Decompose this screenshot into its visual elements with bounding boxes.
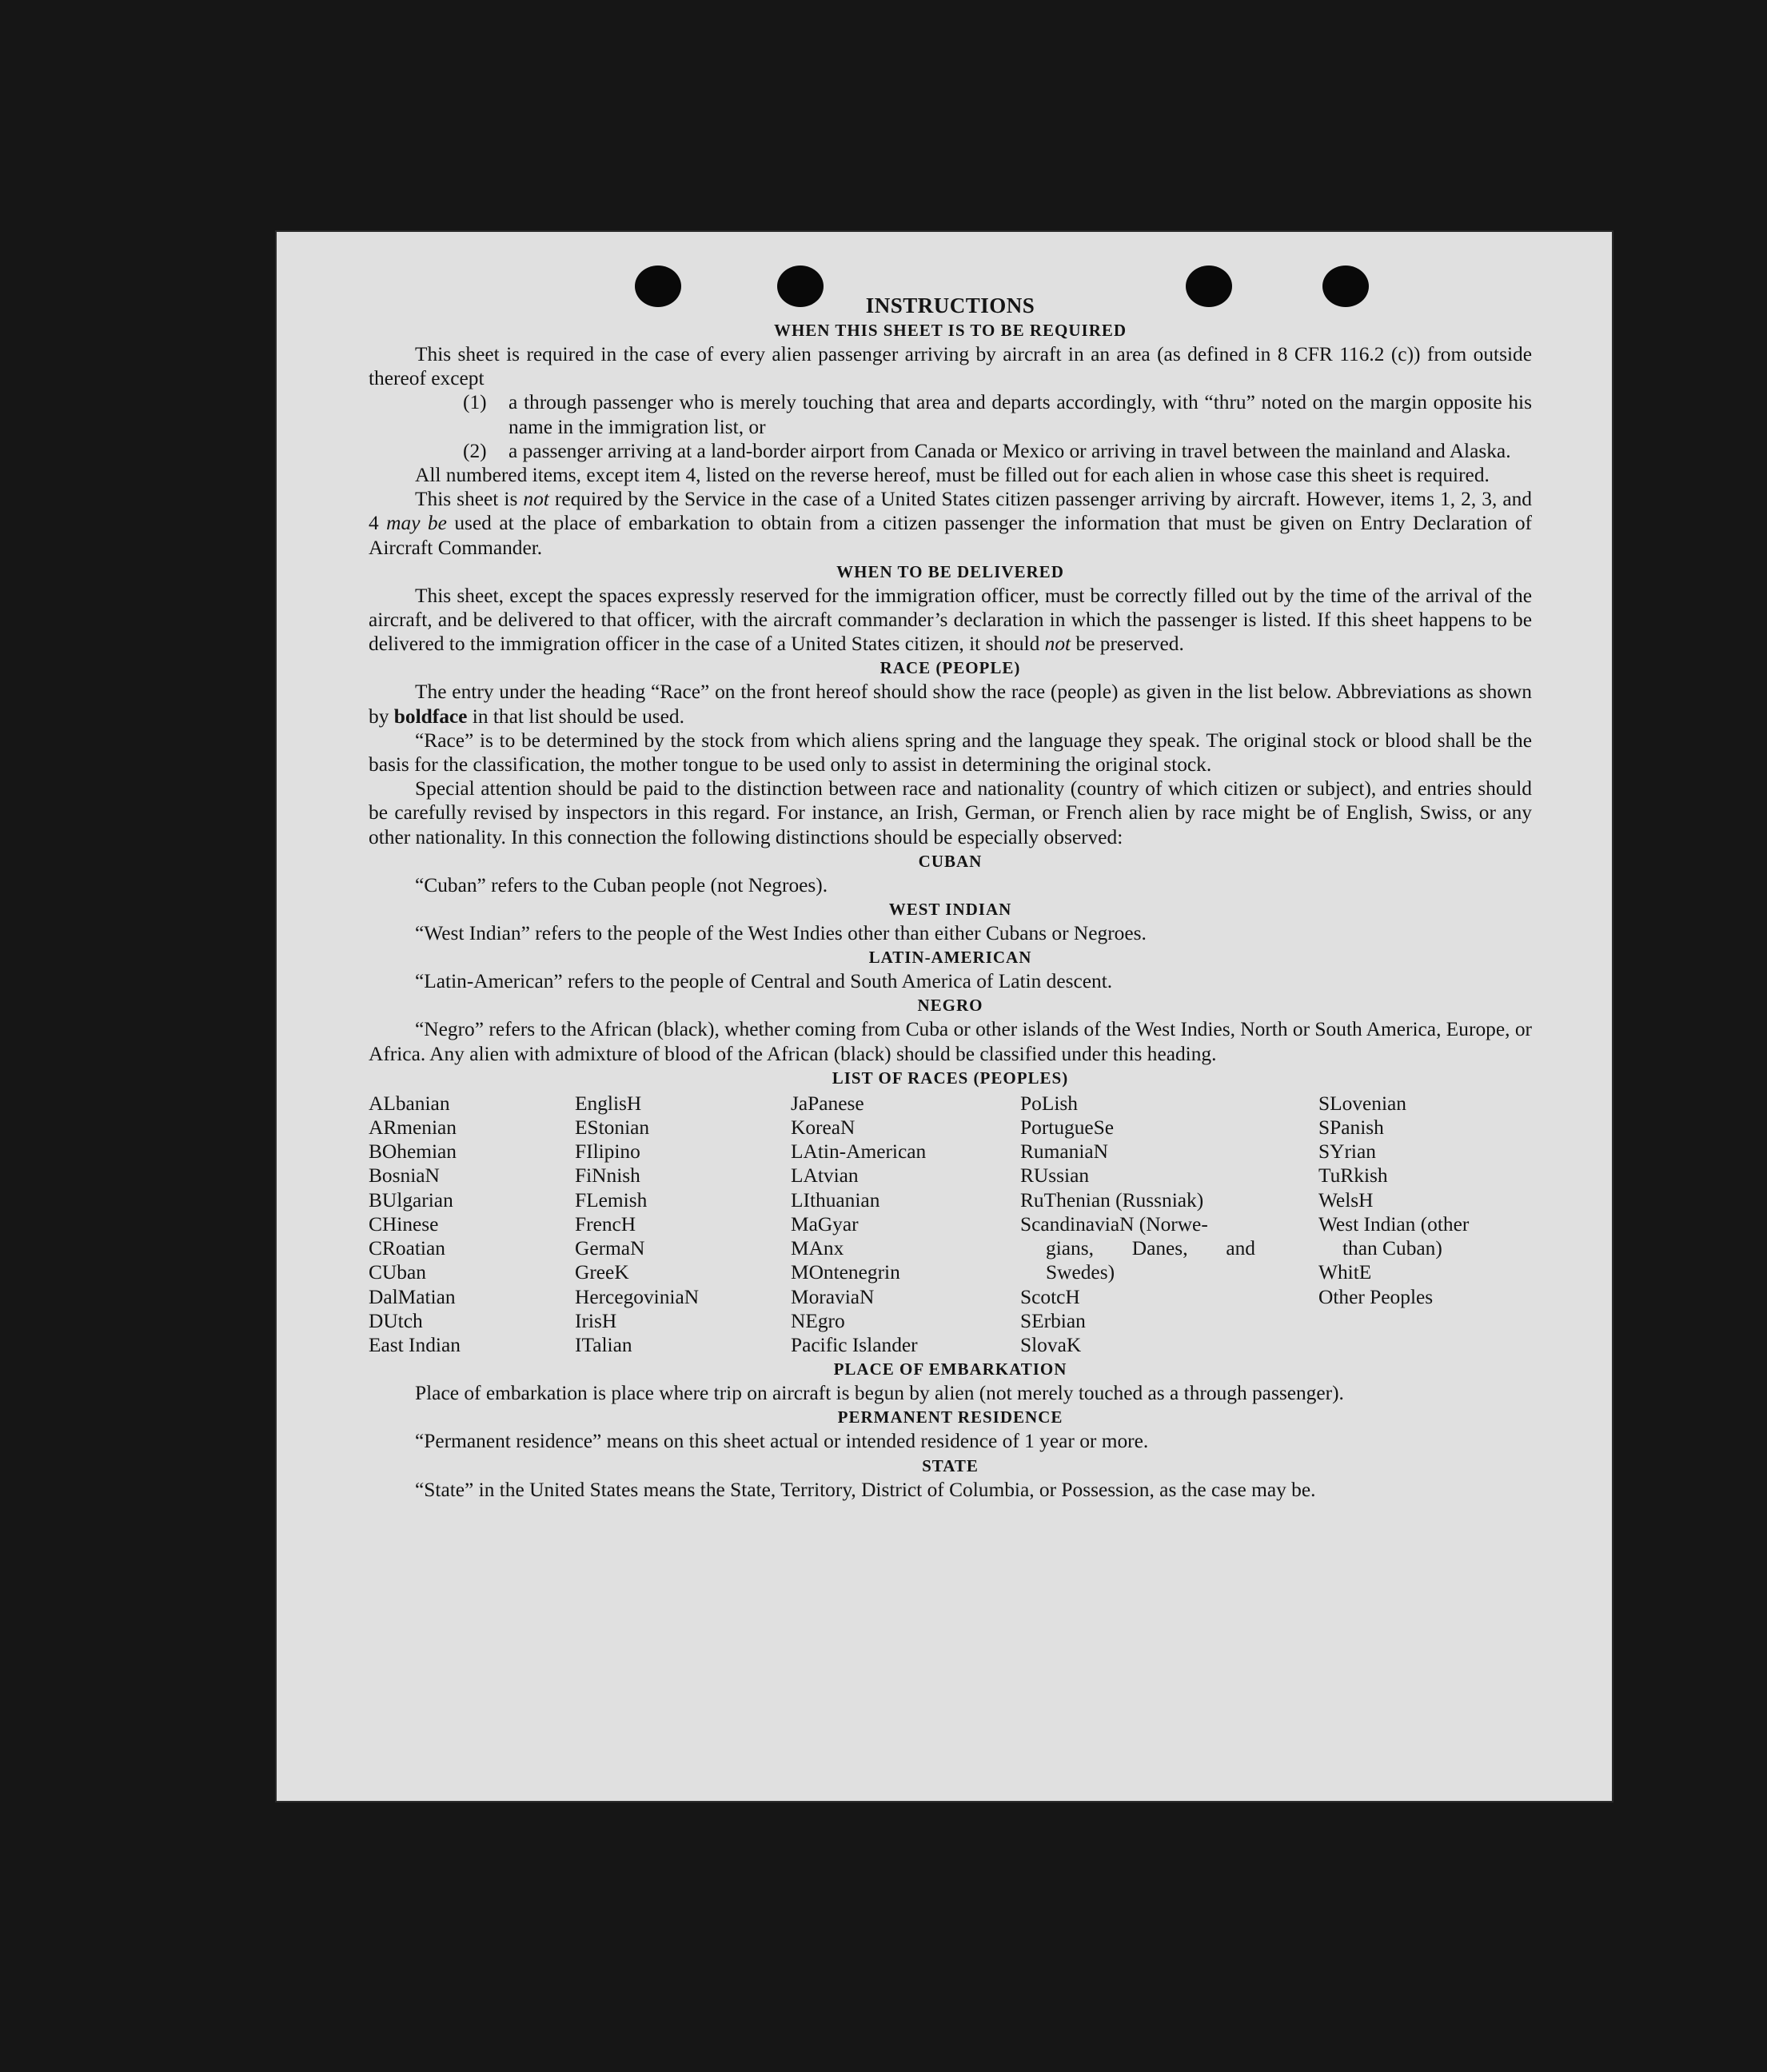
heading-permanent-residence: PERMANENT RESIDENCE — [837, 1407, 1063, 1427]
race-item: ALbanian — [369, 1092, 450, 1115]
race-item: EStonian — [575, 1116, 650, 1140]
item-text: a through passenger who is merely touching that area and departs accordingly, with “thru” noted on the margin opposite his name in the immigration list, or — [509, 391, 1532, 438]
race-item: West Indian (other — [1318, 1212, 1470, 1236]
race-item: FrencH — [575, 1212, 636, 1236]
race-item: WhitE — [1318, 1261, 1372, 1284]
race-item: IrisH — [575, 1309, 617, 1332]
race-item: HercegoviniaN — [575, 1285, 700, 1308]
item-text: a passenger arriving at a land-border airport from Canada or Mexico or arriving in travel between the mainland and Alaska. — [509, 439, 1511, 462]
race-item: TuRkish — [1318, 1164, 1388, 1188]
item-number: (1) — [463, 391, 487, 414]
paragraph-embarkation: Place of embarkation is place where trip on aircraft is begun by alien (not merely touched as a through passenger). — [415, 1382, 1344, 1405]
race-item: PortugueSe — [1020, 1116, 1115, 1140]
race-item: BOhemian — [369, 1140, 457, 1164]
exception-item-2 — [369, 439, 1532, 463]
heading-west-indian: WEST INDIAN — [888, 900, 1012, 920]
text-run: used at the place of embarkation to obtain from a citizen passenger the information that must be given on Entry Declaration of Aircraft Commander. — [369, 512, 1532, 559]
paragraph-citizen — [369, 487, 1532, 560]
bold-text: boldface — [393, 705, 468, 728]
race-column-3 — [791, 1092, 1020, 1357]
race-column-1 — [369, 1092, 575, 1357]
race-item: CHinese — [369, 1212, 439, 1236]
paragraph-race-entry — [369, 680, 1532, 728]
paragraph-numbered-items: All numbered items, except item 4, listed on the reverse hereof, must be filled out for each alien in whose case this sheet is required. — [415, 464, 1490, 487]
race-item: SlovaK — [1020, 1333, 1082, 1356]
paragraph-cuban: “Cuban” refers to the Cuban people (not Negroes). — [415, 873, 828, 896]
race-item: CRoatian — [369, 1237, 445, 1260]
race-item: MOntenegrin — [791, 1261, 900, 1284]
italic-text: may be — [386, 512, 447, 535]
race-item: MaGyar — [791, 1212, 859, 1236]
item-number: (2) — [463, 439, 487, 462]
race-item: MAnx — [791, 1237, 844, 1260]
race-item: SYrian — [1318, 1140, 1376, 1164]
paragraph-delivery — [369, 584, 1532, 657]
race-item: ScotcH — [1020, 1285, 1080, 1308]
heading-when-delivered: WHEN TO BE DELIVERED — [836, 561, 1064, 581]
race-column-5 — [1318, 1092, 1532, 1357]
heading-state: STATE — [922, 1455, 979, 1475]
heading-cuban: CUBAN — [918, 851, 983, 871]
race-item: FLemish — [575, 1188, 648, 1212]
instructions-content — [369, 293, 1532, 1502]
race-item: ARmenian — [369, 1116, 457, 1140]
race-item: DalMatian — [369, 1285, 456, 1308]
race-item: East Indian — [369, 1333, 461, 1356]
race-column-2 — [575, 1092, 791, 1357]
document-page — [277, 232, 1612, 1801]
race-item: ITalian — [575, 1333, 632, 1356]
race-item: RUssian — [1020, 1164, 1090, 1188]
race-item-continuation: gians, Danes, and — [1046, 1237, 1255, 1260]
race-item: SPanish — [1318, 1116, 1384, 1140]
paragraph-state: “State” in the United States means the State, Territory, District of Columbia, or Possession, as the case may be. — [415, 1478, 1316, 1501]
race-item: BUlgarian — [369, 1188, 453, 1212]
heading-latin-american: LATIN-AMERICAN — [868, 948, 1032, 968]
race-item: LIthuanian — [791, 1188, 880, 1212]
race-column-4 — [1020, 1092, 1318, 1357]
race-item: PoLish — [1020, 1092, 1078, 1115]
race-item: LAtvian — [791, 1164, 859, 1188]
heading-place-of-embarkation: PLACE OF EMBARKATION — [833, 1359, 1067, 1379]
page-title: INSTRUCTIONS — [865, 293, 1035, 317]
race-item: SErbian — [1020, 1309, 1086, 1332]
race-item-continuation: than Cuban) — [1342, 1237, 1442, 1260]
race-item: RumaniaN — [1020, 1140, 1109, 1164]
text-run: in that list should be used. — [467, 705, 684, 728]
exception-item-1 — [369, 390, 1532, 438]
race-item: RuThenian (Russniak) — [1020, 1188, 1204, 1212]
race-item: CUban — [369, 1261, 426, 1284]
paragraph-negro: “Negro” refers to the African (black), whether coming from Cuba or other islands of the West Indies, North or South America, Europe, or Africa. Any alien with admixture of blood of the African (black) should be classified under this heading. — [369, 1018, 1532, 1065]
paragraph-race-nationality: Special attention should be paid to the distinction between race and nationality (country of which citizen or subject), and entries should be carefully revised by inspectors in this regard. For instance, an Irish, German, or French alien by race might be of English, Swiss, or any other nationality. In this connection the following distinctions should be especially observed: — [369, 777, 1532, 848]
heading-race: RACE (PEOPLE) — [880, 658, 1021, 678]
race-item: KoreaN — [791, 1116, 856, 1140]
race-item: NEgro — [791, 1309, 845, 1332]
heading-when-required: WHEN THIS SHEET IS TO BE REQUIRED — [773, 321, 1127, 340]
race-item: Other Peoples — [1318, 1285, 1434, 1308]
race-list — [369, 1092, 1532, 1357]
italic-text: not — [523, 488, 549, 511]
race-item: LAtin-American — [791, 1140, 927, 1164]
race-item: BosniaN — [369, 1164, 440, 1188]
text-run: The entry under the heading “Race” on the front hereof should show the race (people) as given in the list below. Abbreviations as shown by — [369, 681, 1532, 728]
race-item: GreeK — [575, 1261, 629, 1284]
race-item: SLovenian — [1318, 1092, 1407, 1115]
race-item: WelsH — [1318, 1188, 1374, 1212]
race-item: GermaN — [575, 1237, 645, 1260]
text-run: This sheet, except the spaces expressly reserved for the immigration officer, must be correctly filled out by the time of the arrival of the aircraft, and be delivered to that officer, with the aircraft commander’s declaration in which the passenger is listed. If this sheet happens to be delivered to the immigration officer in the case of a United States citizen, it should — [369, 584, 1532, 656]
paragraph-west-indian: “West Indian” refers to the people of the West Indies other than either Cubans or Negroes. — [415, 922, 1147, 945]
race-item: ScandinaviaN (Norwe- — [1020, 1212, 1208, 1236]
paragraph-race-stock: “Race” is to be determined by the stock from which aliens spring and the language they speak. The original stock or blood shall be the basis for the classification, the mother tongue to be used only to assist in determining the original stock. — [369, 729, 1532, 777]
race-item: JaPanese — [791, 1092, 864, 1115]
race-item: FiNnish — [575, 1164, 640, 1188]
heading-negro: NEGRO — [917, 996, 983, 1016]
text-run: This sheet is — [415, 488, 524, 511]
italic-text: not — [1044, 633, 1071, 656]
race-item-continuation: Swedes) — [1046, 1261, 1115, 1284]
text-run: be preserved. — [1071, 633, 1184, 656]
race-item: DUtch — [369, 1309, 423, 1332]
race-item: FIlipino — [575, 1140, 640, 1164]
race-item: EnglisH — [575, 1092, 642, 1115]
paragraph-latin-american: “Latin-American” refers to the people of Central and South America of Latin descent. — [415, 970, 1113, 993]
paragraph-residence: “Permanent residence” means on this sheet actual or intended residence of 1 year or more. — [415, 1430, 1149, 1453]
paragraph-intro: This sheet is required in the case of every alien passenger arriving by aircraft in an area (as defined in 8 CFR 116.2 (c)) from outside thereof except — [369, 343, 1532, 390]
race-item: MoraviaN — [791, 1285, 875, 1308]
race-item: Pacific Islander — [791, 1333, 918, 1356]
heading-list-of-races: LIST OF RACES (PEOPLES) — [832, 1068, 1069, 1088]
text-run: required by the Service in the case of a United States citizen passenger arriving by aircraft. However, items 1, 2, 3, and 4 — [369, 488, 1532, 535]
